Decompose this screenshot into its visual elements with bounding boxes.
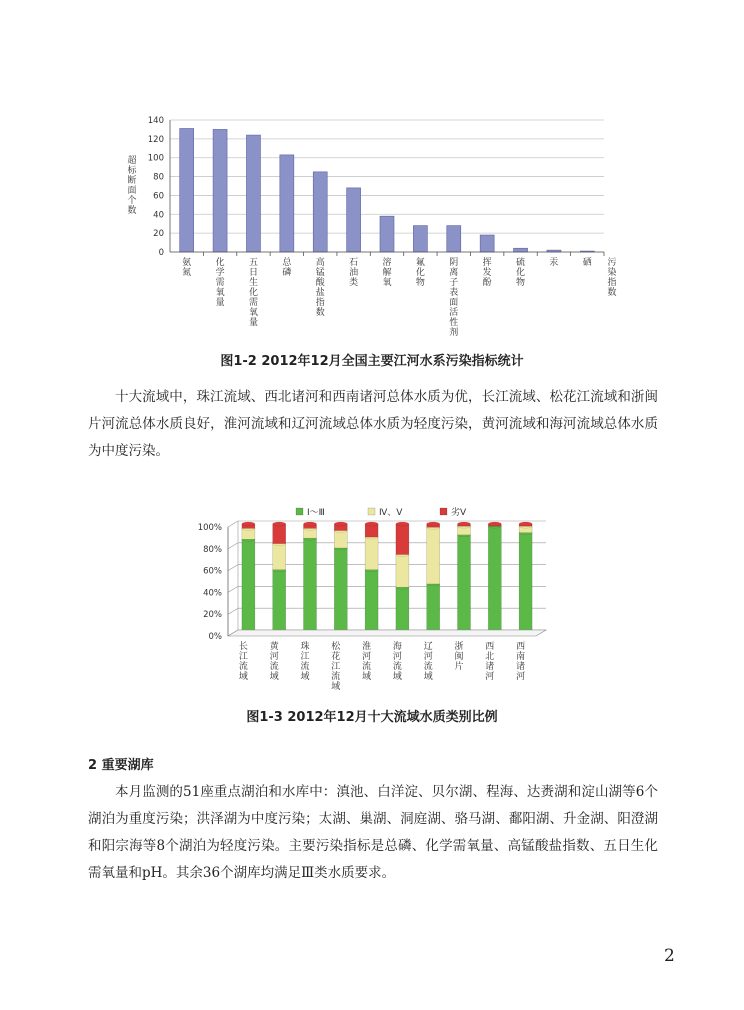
y-tick-label: 120 <box>147 134 164 145</box>
bar <box>347 188 361 252</box>
y-tick-label: 100% <box>197 523 222 533</box>
x-tick-label: 高锰酸盐指数 <box>315 258 325 318</box>
bar-segment-class-below-5 <box>396 524 409 555</box>
y-tick-label: 60 <box>153 191 164 202</box>
bar <box>380 216 394 252</box>
legend-label: Ⅰ～Ⅲ <box>307 508 325 518</box>
x-tick-label: 淮河流域 <box>362 642 372 682</box>
bar <box>514 248 528 252</box>
bar <box>280 155 294 252</box>
x-tick-label: 长江流域 <box>238 642 248 682</box>
bar <box>213 129 227 252</box>
bar-segment-class-1-3 <box>242 539 255 633</box>
figure-caption-1-2: 图1-2 2012年12月全国主要江河水系污染指标统计 <box>220 354 524 369</box>
bar <box>246 135 260 252</box>
bar <box>313 172 327 252</box>
x-tick-label: 阴离子表面活性剂 <box>449 258 459 338</box>
bar-segment-class-1-3 <box>458 535 471 633</box>
x-tick-label: 五日生化需氧量 <box>248 258 258 328</box>
bar-segment-class-4-5 <box>396 555 409 588</box>
legend-label: Ⅳ、Ⅴ <box>379 508 403 518</box>
x-axis-label: 污染指数 <box>607 258 617 298</box>
legend-swatch <box>296 508 303 515</box>
paragraph-basins: 十大流域中，珠江流域、西北诸河和西南诸河总体水质为优，长江流域、松花江流域和浙闽片河流总体水质良好，淮河流域和辽河流域总体水质为轻度污染，黄河流域和海河流域总体水质为中度污染。 <box>88 389 658 459</box>
bar-segment-class-4-5 <box>273 544 286 570</box>
x-tick-label: 氨氮 <box>182 258 192 278</box>
x-tick-label: 化学需氧量 <box>215 258 225 308</box>
y-tick-label: 140 <box>147 116 164 126</box>
x-tick-label: 松花江流域 <box>331 642 341 692</box>
x-tick-label: 硫化物 <box>516 258 526 288</box>
bar-segment-class-1-3 <box>304 538 317 633</box>
bar-segment-class-4-5 <box>427 527 440 584</box>
section-heading-lakes: 2 重要湖库 <box>88 758 154 773</box>
legend-swatch <box>440 508 447 515</box>
x-tick-label: 西南诸河 <box>516 642 526 682</box>
x-tick-label: 挥发酚 <box>482 258 492 288</box>
paragraph-lakes: 本月监测的51座重点湖泊和水库中：滇池、白洋淀、贝尔湖、程海、达赉湖和淀山湖等6个湖泊为重度污染；洪泽湖为中度污染；太湖、巢湖、洞庭湖、骆马湖、鄱阳湖、升金湖、阳澄湖和阳宗海等8个湖泊为轻度污染。主要污染指标是总磷、化学需氧量、高锰酸盐指数、五日生化需氧量和pH。其余36个湖库均满足Ⅲ类水质要求。 <box>88 784 658 881</box>
x-tick-label: 黄河流域 <box>269 642 279 682</box>
x-tick-label: 浙闽片 <box>454 642 464 672</box>
x-tick-label: 石油类 <box>349 258 359 288</box>
x-tick-label: 西北诸河 <box>485 642 495 682</box>
basin-water-quality-chart <box>0 500 744 700</box>
x-tick-label: 总磷 <box>282 258 292 278</box>
bar <box>447 226 461 252</box>
bar <box>480 235 494 252</box>
bar-segment-class-1-3 <box>519 533 532 633</box>
y-tick-label: 40% <box>203 588 222 599</box>
y-tick-label: 100 <box>147 153 164 164</box>
y-tick-label: 20 <box>153 229 164 240</box>
y-tick-label: 0 <box>158 248 164 258</box>
x-tick-label: 辽河流域 <box>423 642 433 682</box>
y-tick-label: 20% <box>203 610 222 621</box>
bar <box>180 128 194 252</box>
x-tick-label: 硒 <box>582 258 592 268</box>
bar-segment-class-1-3 <box>396 587 409 633</box>
bar-segment-class-1-3 <box>427 584 440 633</box>
bar-segment-class-1-3 <box>488 526 501 633</box>
bar-segment-class-below-5 <box>273 524 286 544</box>
bar-segment-class-1-3 <box>273 570 286 633</box>
bar <box>413 226 427 252</box>
x-tick-label: 溶解氧 <box>382 258 392 288</box>
x-tick-label: 珠江流域 <box>300 642 310 682</box>
bar-segment-class-4-5 <box>365 537 378 570</box>
y-tick-label: 80% <box>203 544 222 555</box>
y-tick-label: 60% <box>203 566 222 577</box>
x-tick-label: 氟化物 <box>415 258 425 288</box>
figure-caption-1-3: 图1-3 2012年12月十大流域水质类别比例 <box>246 710 498 725</box>
bar-segment-class-1-3 <box>365 570 378 633</box>
bar-segment-class-1-3 <box>334 548 347 633</box>
page-number: 2 <box>664 946 675 966</box>
x-tick-label: 汞 <box>549 258 559 268</box>
y-tick-label: 40 <box>153 210 164 221</box>
x-tick-label: 海河流域 <box>392 642 402 682</box>
pollution-indicator-chart <box>0 105 744 345</box>
chart-floor <box>228 630 546 636</box>
bar-segment-class-4-5 <box>334 531 347 548</box>
y-axis-label: 超标断面个数 <box>127 156 137 216</box>
legend-label: 劣Ⅴ <box>451 508 467 518</box>
y-tick-label: 80 <box>153 172 164 183</box>
y-tick-label: 0% <box>208 632 222 642</box>
legend-swatch <box>368 508 375 515</box>
